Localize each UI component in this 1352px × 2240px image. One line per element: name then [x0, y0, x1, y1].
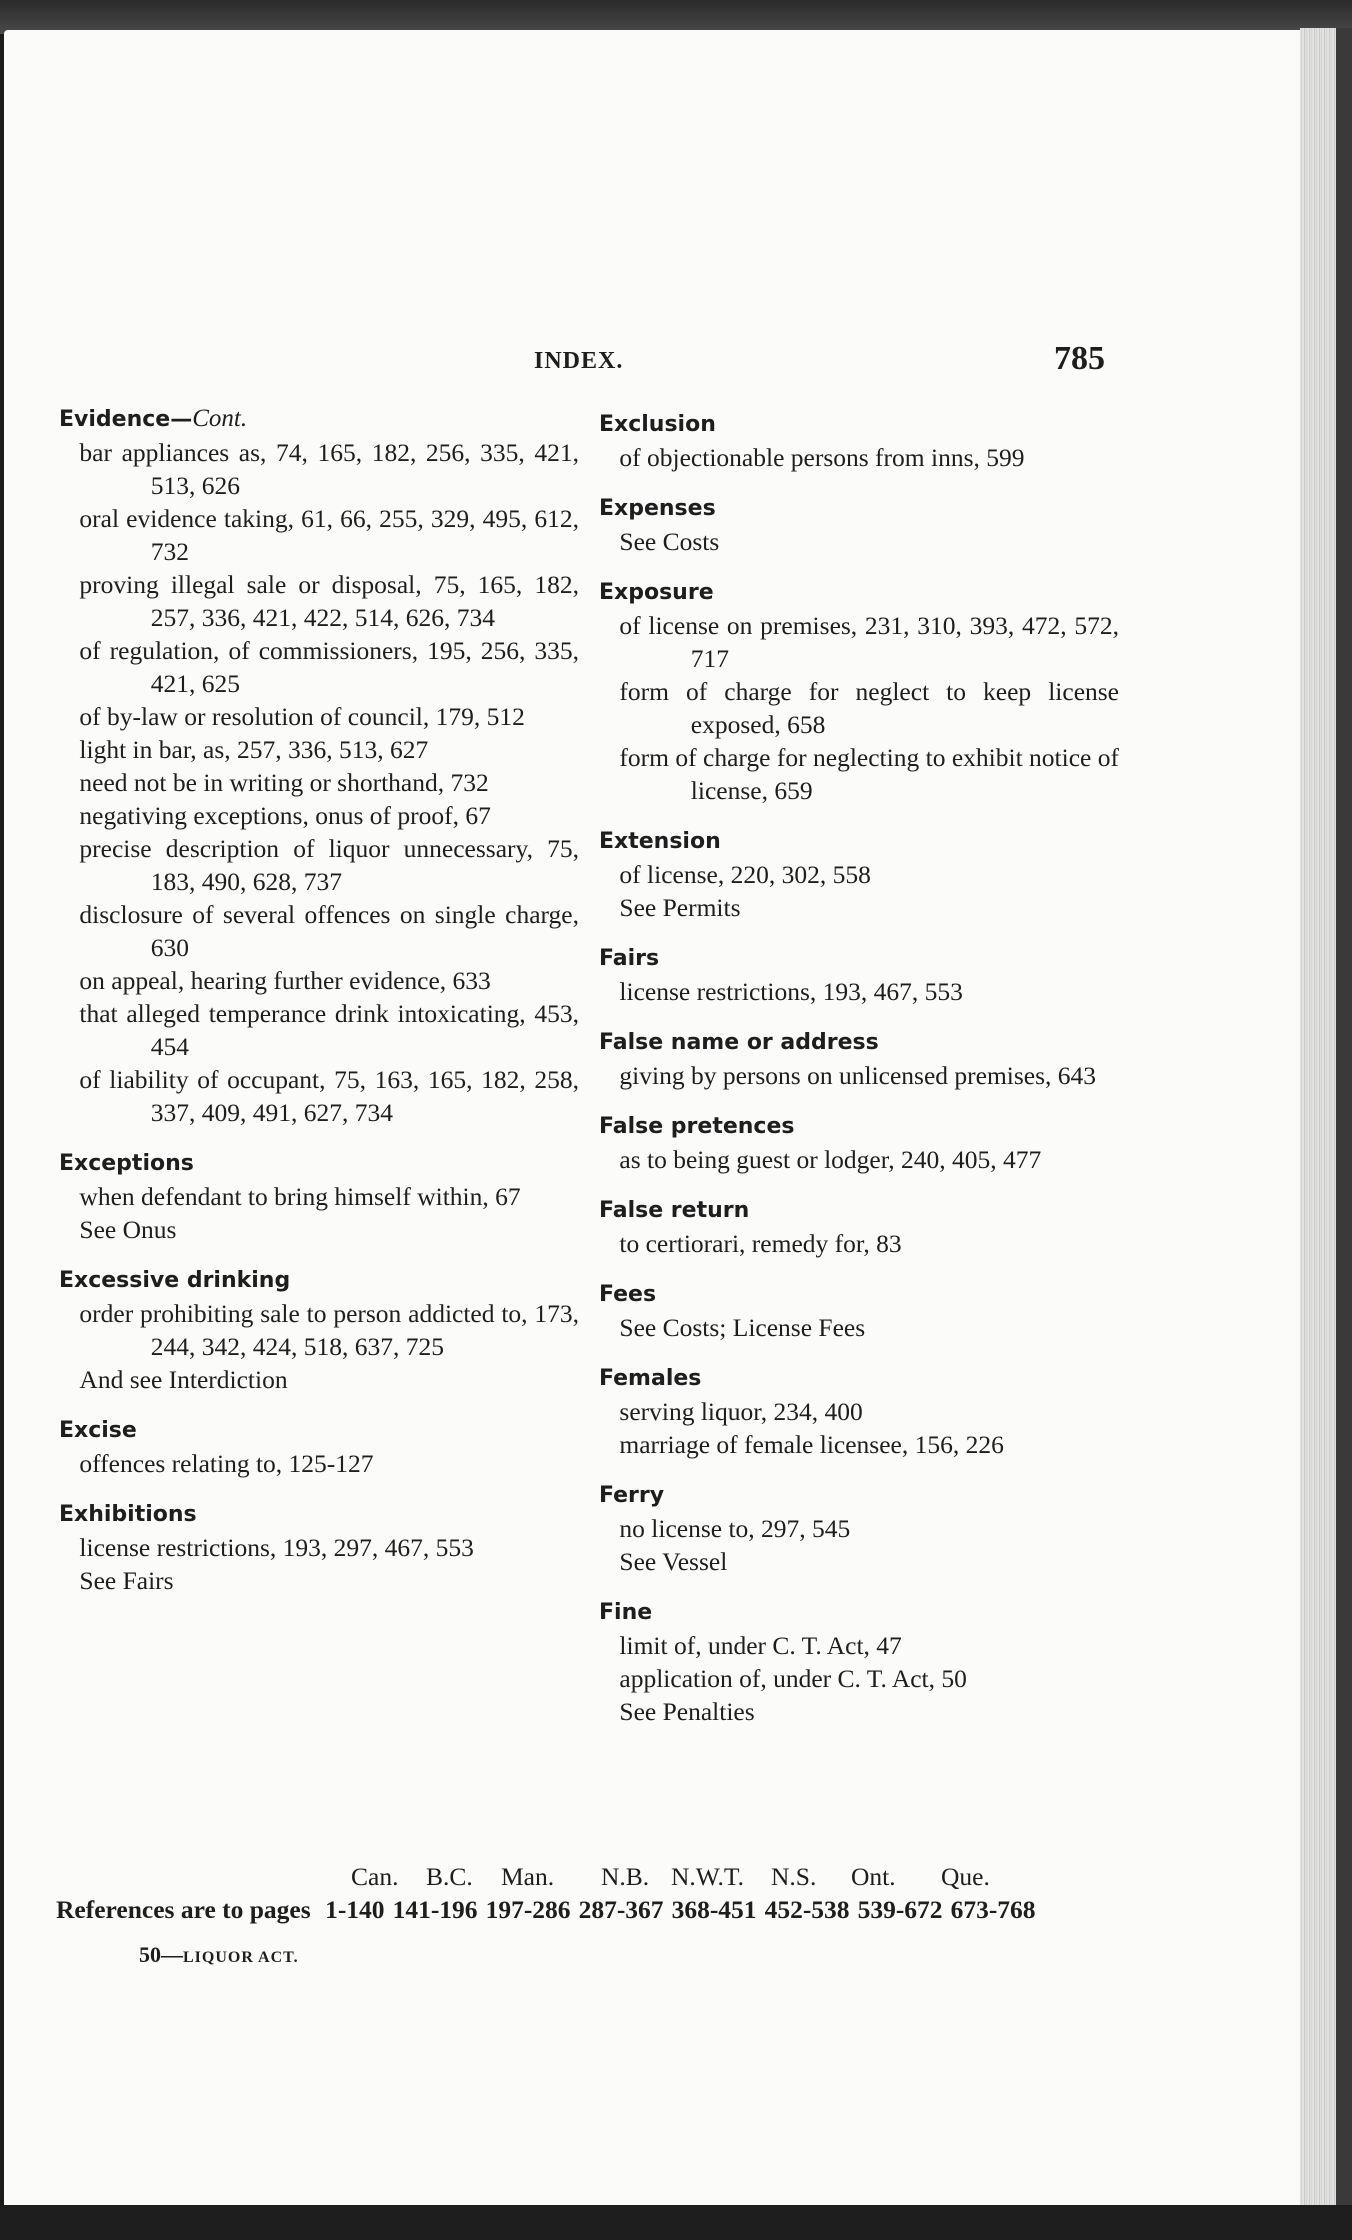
continued-label: Cont.: [192, 405, 248, 432]
index-entry: [599, 1362, 1119, 1461]
page-range: 539-672: [857, 1895, 943, 1924]
page-range: 1-140: [325, 1895, 385, 1924]
province-label: B.C.: [426, 1862, 473, 1891]
index-heading: Fine: [599, 1600, 653, 1625]
index-subentry: offences relating to, 125-127: [79, 1449, 374, 1478]
index-heading: Fairs: [599, 946, 660, 971]
index-subentry: negativing exceptions, onus of proof, 67: [79, 801, 491, 830]
index-subentry: light in bar, as, 257, 336, 513, 627: [79, 735, 429, 764]
index-subentry: disclosure of several offences on single charge, 630: [79, 900, 579, 962]
page-range: 287-367: [578, 1895, 664, 1924]
index-subentry: serving liquor, 234, 400: [619, 1397, 863, 1426]
index-entry: [599, 942, 1119, 1008]
page-range: 452-538: [764, 1895, 850, 1924]
index-subentry: to certiorari, remedy for, 83: [619, 1229, 902, 1258]
index-subentry: no license to, 297, 545: [619, 1514, 851, 1543]
province-label: Can.: [351, 1862, 399, 1891]
signature-footer: [139, 1942, 299, 1968]
index-heading: Exposure: [599, 580, 714, 605]
index-subentry: See Vessel: [619, 1547, 728, 1576]
index-subentry: when defendant to bring himself within, 67: [79, 1182, 521, 1211]
index-subentry: See Penalties: [619, 1697, 755, 1726]
index-heading: Exclusion: [599, 412, 716, 437]
index-subentry: See Permits: [619, 893, 741, 922]
index-entry: [599, 408, 1119, 474]
index-heading: False name or address: [599, 1030, 879, 1055]
index-entry: [599, 1278, 1119, 1344]
index-subentry: proving illegal sale or disposal, 75, 165, 182, 257, 336, 421, 422, 514, 626, 734: [79, 570, 579, 632]
index-entry: [59, 1264, 579, 1396]
province-label: N.W.T.: [671, 1862, 744, 1891]
index-subentry: on appeal, hearing further evidence, 633: [79, 966, 491, 995]
index-heading: False return: [599, 1198, 750, 1223]
book-edge-shadow: [1336, 28, 1352, 2218]
index-subentry: And see Interdiction: [79, 1365, 288, 1394]
index-subentry: of objectionable persons from inns, 599: [619, 443, 1025, 472]
index-subentry: order prohibiting sale to person addicted to, 173, 244, 342, 424, 518, 637, 725: [79, 1299, 579, 1361]
references-provinces: [56, 1860, 1106, 1893]
index-subentry: that alleged temperance drink intoxicating, 453, 454: [79, 999, 579, 1061]
index-entry: [59, 1414, 579, 1480]
index-column-left: [59, 402, 579, 1597]
index-heading: Fees: [599, 1282, 657, 1307]
index-entry: [599, 576, 1119, 807]
index-subentry: form of charge for neglecting to exhibit notice of license, 659: [619, 743, 1119, 805]
page-range: 673-768: [950, 1895, 1036, 1924]
references-ranges: [56, 1893, 1106, 1926]
index-heading: False pretences: [599, 1114, 795, 1139]
index-entry: [599, 492, 1119, 558]
index-entry: [599, 825, 1119, 924]
index-subentry: need not be in writing or shorthand, 732: [79, 768, 489, 797]
index-subentry: form of charge for neglect to keep license exposed, 658: [619, 677, 1119, 739]
index-subentry: of by-law or resolution of council, 179, 512: [79, 702, 525, 731]
index-heading: Excise: [59, 1418, 137, 1443]
province-label: Ont.: [851, 1862, 896, 1891]
index-subentry: bar appliances as, 74, 165, 182, 256, 335, 421, 513, 626: [79, 438, 579, 500]
page-range: 368-451: [671, 1895, 757, 1924]
index-heading: Exceptions: [59, 1151, 194, 1176]
index-subentry: marriage of female licensee, 156, 226: [619, 1430, 1004, 1459]
index-heading: Females: [599, 1366, 702, 1391]
index-subentry: See Costs: [619, 527, 720, 556]
index-subentry: license restrictions, 193, 297, 467, 553: [79, 1533, 474, 1562]
index-entry: [599, 1479, 1119, 1578]
index-subentry: of license, 220, 302, 558: [619, 860, 871, 889]
province-label: N.B.: [601, 1862, 650, 1891]
signature-text: LIQUOR ACT.: [183, 1949, 299, 1966]
index-entry: [599, 1596, 1119, 1728]
page-range: 197-286: [485, 1895, 571, 1924]
index-entry: [59, 1147, 579, 1246]
page-top-shadow: [0, 0, 1352, 34]
index-subentry: See Fairs: [79, 1566, 174, 1595]
index-subentry: oral evidence taking, 61, 66, 255, 329, 495, 612, 732: [79, 504, 579, 566]
index-entry: [599, 1110, 1119, 1176]
index-heading: Expenses: [599, 496, 716, 521]
index-heading: Exhibitions: [59, 1502, 197, 1527]
references-label: References are to pages: [56, 1895, 311, 1924]
index-heading: Evidence—Cont.: [59, 405, 248, 432]
running-header: INDEX.: [534, 348, 624, 374]
signature-number: 50—: [139, 1942, 183, 1967]
index-entry: [599, 1194, 1119, 1260]
index-subentry: giving by persons on unlicensed premises, 643: [619, 1061, 1097, 1090]
page-number: 785: [1054, 340, 1105, 377]
index-subentry: of regulation, of commissioners, 195, 256, 335, 421, 625: [79, 636, 579, 698]
page-bottom-shadow: [0, 2205, 1352, 2240]
province-label: Que.: [941, 1862, 990, 1891]
index-subentry: application of, under C. T. Act, 50: [619, 1664, 967, 1693]
book-page: [4, 30, 1310, 2210]
index-column-right: [599, 408, 1119, 1728]
index-subentry: of license on premises, 231, 310, 393, 472, 572, 717: [619, 611, 1119, 673]
index-entry: [599, 1026, 1119, 1092]
index-entry: [59, 402, 579, 1129]
index-subentry: See Costs; License Fees: [619, 1313, 866, 1342]
index-heading: Ferry: [599, 1483, 665, 1508]
index-entry: [59, 1498, 579, 1597]
province-label: Man.: [501, 1862, 555, 1891]
index-heading: Extension: [599, 829, 721, 854]
index-heading: Excessive drinking: [59, 1268, 291, 1293]
province-label: N.S.: [771, 1862, 817, 1891]
index-subentry: precise description of liquor unnecessary, 75, 183, 490, 628, 737: [79, 834, 579, 896]
index-subentry: as to being guest or lodger, 240, 405, 477: [619, 1145, 1042, 1174]
references-table: [56, 1860, 1106, 1926]
index-subentry: limit of, under C. T. Act, 47: [619, 1631, 902, 1660]
page-range: 141-196: [392, 1895, 478, 1924]
index-subentry: license restrictions, 193, 467, 553: [619, 977, 963, 1006]
index-subentry: of liability of occupant, 75, 163, 165, 182, 258, 337, 409, 491, 627, 734: [79, 1065, 579, 1127]
index-subentry: See Onus: [79, 1215, 177, 1244]
